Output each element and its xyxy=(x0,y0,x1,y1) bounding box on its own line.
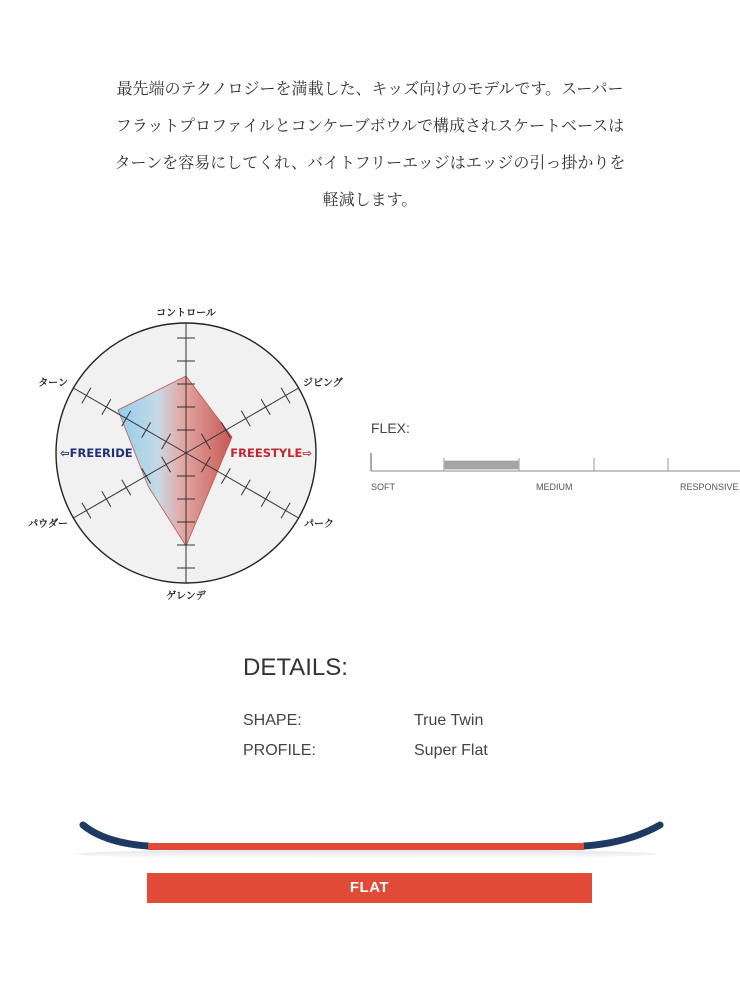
board-profile-illustration xyxy=(70,810,670,866)
flex-indicator xyxy=(445,461,518,469)
description-line-1: 最先端のテクノロジーを満載した、キッズ向けのモデルです。スーパー xyxy=(116,79,624,98)
profile-label: PROFILE: xyxy=(243,742,316,759)
flex-scale xyxy=(368,450,740,476)
shape-value: True Twin xyxy=(414,712,484,729)
axis-label-powder: パウダー xyxy=(28,519,68,530)
axis-label-park: パーク xyxy=(304,519,334,530)
product-description xyxy=(0,70,740,218)
description-line-4: 軽減します。 xyxy=(322,190,418,209)
freeride-label: ⇦FREERIDE xyxy=(60,446,133,460)
profile-type-bar: FLAT xyxy=(147,873,592,903)
description-line-2: フラットプロファイルとコンケーブボウルで構成されスケートベースは xyxy=(115,116,625,135)
axis-label-jibbing: ジビング xyxy=(303,378,343,389)
flex-title: FLEX: xyxy=(371,420,410,436)
board-nose xyxy=(83,825,148,846)
board-tail xyxy=(584,825,660,846)
axis-label-groomer: ゲレンデ xyxy=(166,591,206,602)
shape-label: SHAPE: xyxy=(243,712,302,729)
description-line-3: ターンを容易にしてくれ、バイトフリーエッジはエッジの引っ掛かりを xyxy=(114,153,626,172)
axis-label-control: コントロール xyxy=(156,308,216,319)
details-title: DETAILS: xyxy=(243,654,348,681)
freestyle-label: FREESTYLE⇨ xyxy=(230,446,312,460)
axis-label-turn: ターン xyxy=(38,378,68,389)
flex-label-soft: SOFT xyxy=(371,482,395,492)
flex-label-medium: MEDIUM xyxy=(536,482,573,492)
board-shadow xyxy=(76,849,656,859)
riding-style-radar xyxy=(0,298,360,608)
profile-value: Super Flat xyxy=(414,742,488,759)
flex-label-responsive: RESPONSIVE xyxy=(680,482,739,492)
